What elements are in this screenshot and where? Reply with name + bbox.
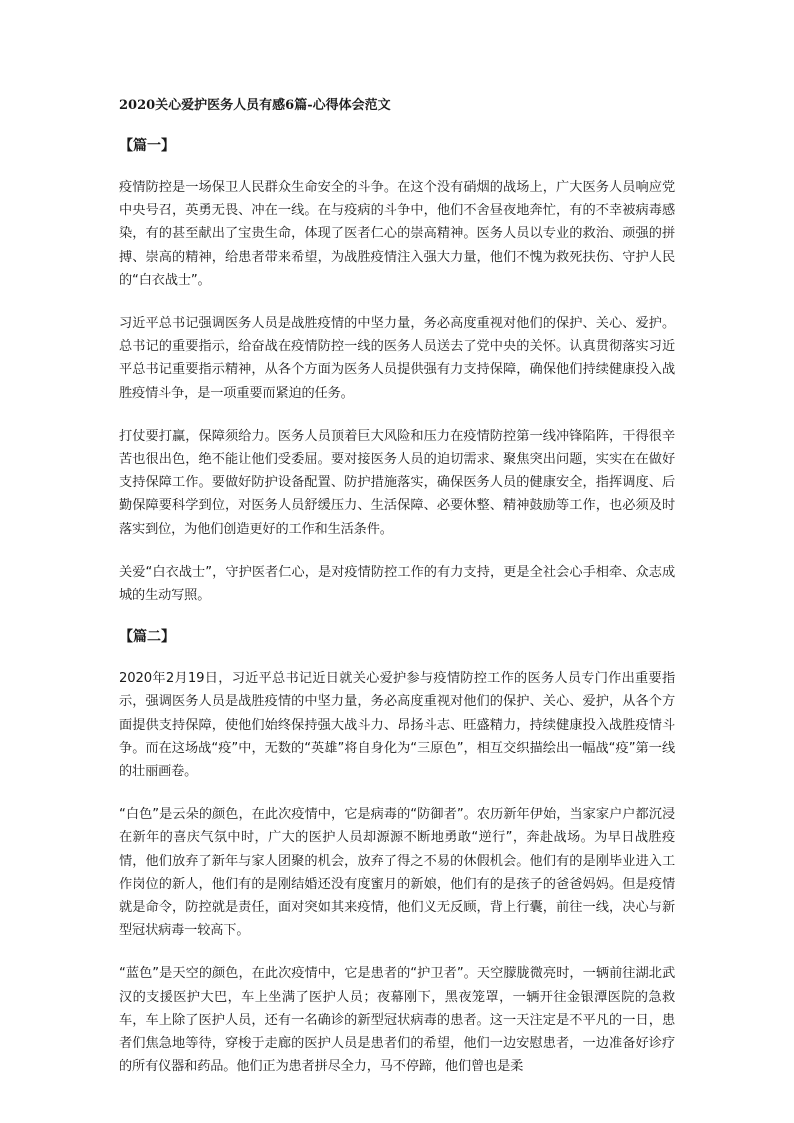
document-page — [119, 96, 675, 1079]
paragraph: 关爱“白衣战士”，守护医者仁心，是对疫情防控工作的有力支持，更是全社会心手相牵、众志成城的生动写照。 — [119, 564, 675, 604]
paragraph: 疫情防控是一场保卫人民群众生命安全的斗争。在这个没有硝烟的战场上，广大医务人员响应党中央号召，英勇无畏、冲在一线。在与疫病的斗争中，他们不舍昼夜地奔忙，有的不幸被病毒感染，有的甚至献出了宝贵生命，体现了医者仁心的崇高精神。医务人员以专业的救治、顽强的拼搏、崇高的精神，给患者带来希望，为战胜疫情注入强大力量，他们不愧为救死扶伤、守护人民的“白衣战士”。 — [119, 180, 675, 288]
paragraph: 打仗要打赢，保障须给力。医务人员顶着巨大风险和压力在疫情防控第一线冲锋陷阵，干得很辛苦也很出色，绝不能让他们受委屈。要对接医务人员的迫切需求、聚焦突出问题，实实在在做好支持保障工作。要做好防护设备配置、防护措施落实，确保医务人员的健康安全，指挥调度、后勤保障要科学到位，对医务人员舒缓压力、生活保障、必要休整、精神鼓励等工作，也必须及时落实到位，为他们创造更好的工作和生活条件。 — [119, 428, 675, 537]
section-heading-2: 【篇二】 — [119, 629, 175, 646]
paragraph: 2020年2月19日，习近平总书记近日就关心爱护参与疫情防控工作的医务人员专门作出重要指示，强调医务人员是战胜疫情的中坚力量，务必高度重视对他们的保护、关心、爱护，从各个方面提供支持保障，使他们始终保持强大战斗力、昂扬斗志、旺盛精力，持续健康投入战胜疫情斗争。而在这场战“疫”中，无数的“英雄”将自身化为“三原色”，相互交织描绘出一幅战“疫”第一线的壮丽画卷。 — [119, 671, 675, 780]
document-title: 2020关心爱护医务人员有感6篇-心得体会范文 — [119, 98, 391, 113]
paragraph: “蓝色”是天空的颜色，在此次疫情中，它是患者的“护卫者”。天空朦胧微亮时，一辆前往湖北武汉的支援医护大巴，车上坐满了医护人员；夜幕刚下，黑夜笼罩，一辆开往金银潭医院的急救车，车上除了医护人员，还有一名确诊的新型冠状病毒的患者。这一天注定是不平凡的一日，患者们焦急地等待，穿梭于走廊的医护人员是患者们的希望，他们一边安慰患者，一边准备好诊疗的所有仪器和药品。他们正为患者拼尽全力，马不停蹄，他们曾也是柔 — [119, 966, 675, 1075]
paragraph: “白色”是云朵的颜色，在此次疫情中，它是病毒的“防御者”。农历新年伊始，当家家户户都沉浸在新年的喜庆气氛中时，广大的医护人员却源源不断地勇敢“逆行”，奔赴战场。为早日战胜疫情，他们放弃了新年与家人团聚的机会，放弃了得之不易的休假机会。他们有的是刚毕业进入工作岗位的新人，他们有的是刚结婚还没有度蜜月的新娘，他们有的是孩子的爸爸妈妈。但是疫情就是命令，防控就是责任，面对突如其来疫情，他们义无反顾，背上行囊，前往一线，决心与新型冠状病毒一较高下。 — [119, 807, 675, 939]
paragraph: 习近平总书记强调医务人员是战胜疫情的中坚力量，务必高度重视对他们的保护、关心、爱护。总书记的重要指示，给奋战在疫情防控一线的医务人员送去了党中央的关怀。认真贯彻落实习近平总书记重要指示精神，从各个方面为医务人员提供强有力支持保障，确保他们持续健康投入战胜疫情斗争，是一项重要而紧迫的任务。 — [119, 316, 675, 401]
section-heading-1: 【篇一】 — [119, 138, 175, 154]
